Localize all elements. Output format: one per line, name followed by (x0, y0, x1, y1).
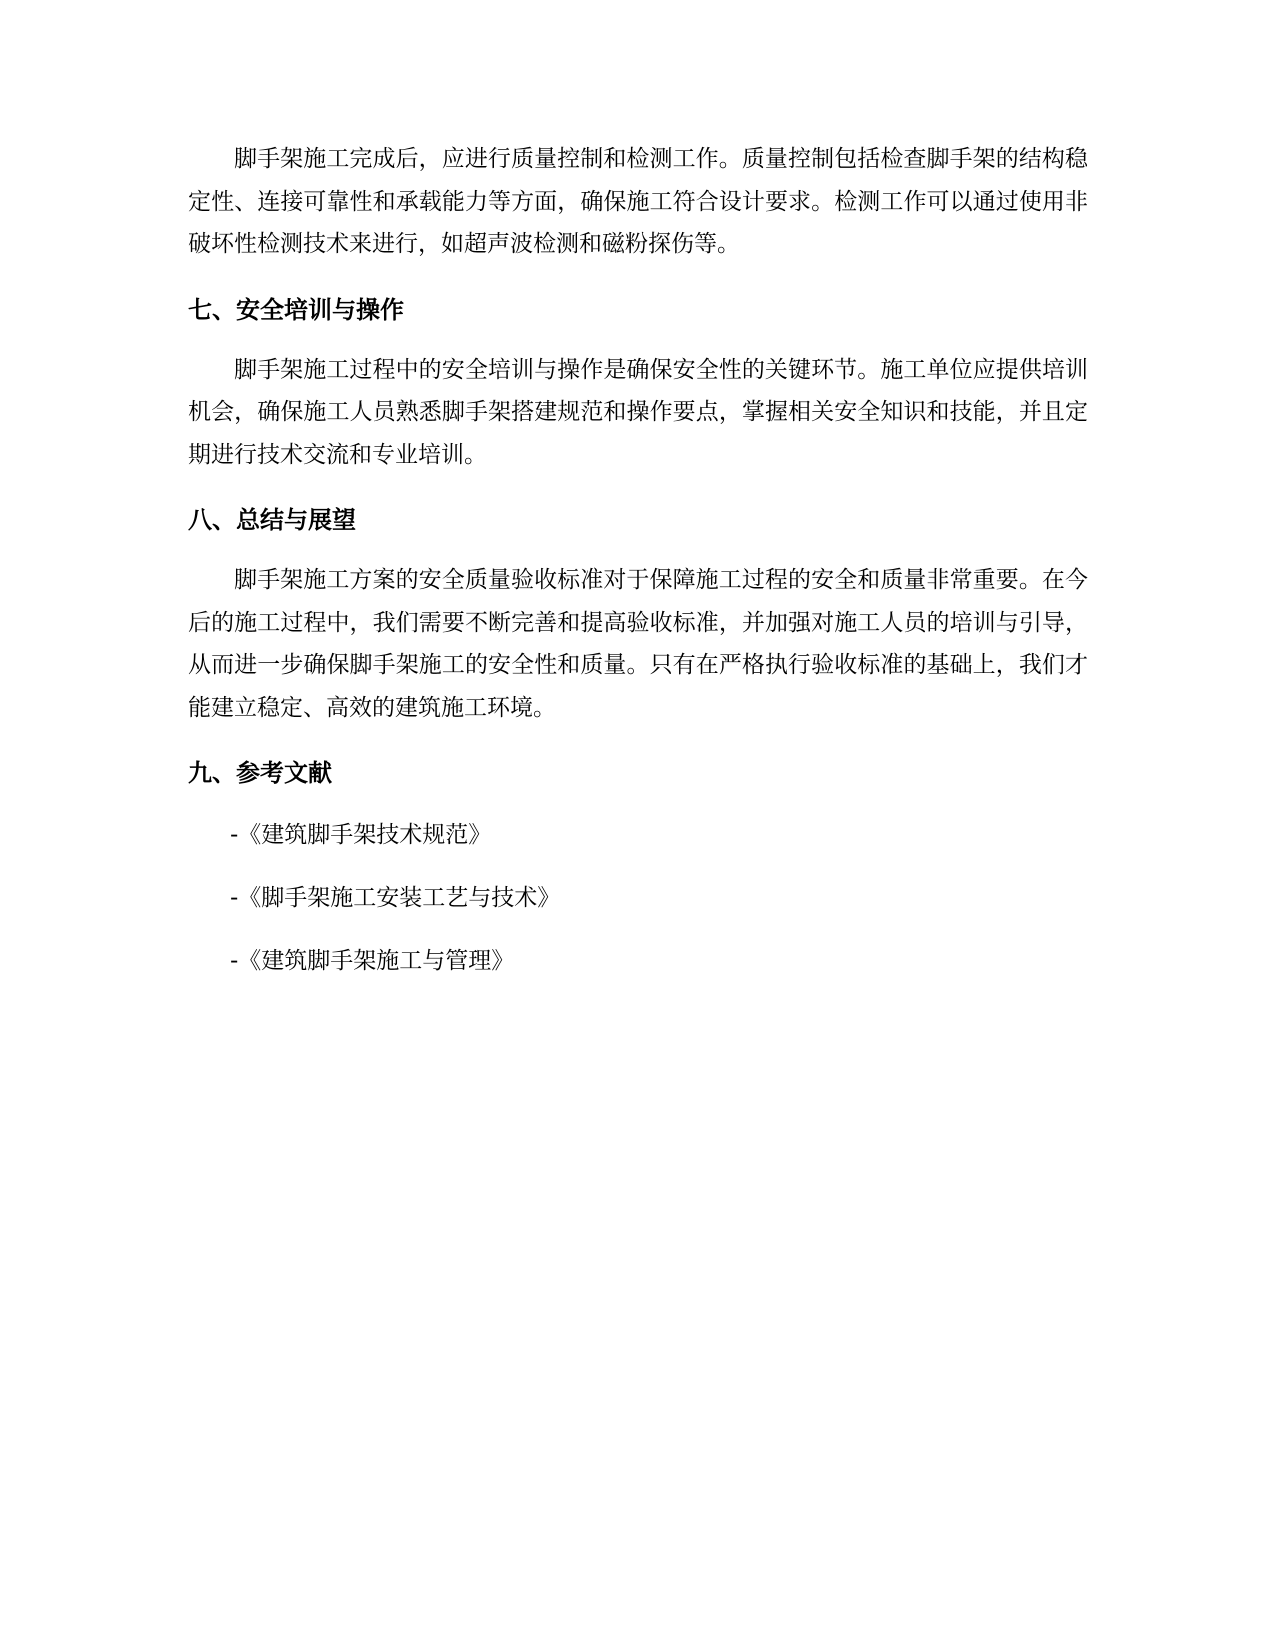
section-8-paragraph: 脚手架施工方案的安全质量验收标准对于保障施工过程的安全和质量非常重要。在今后的施工过程中，我们需要不断完善和提高验收标准，并加强对施工人员的培训与引导，从而进一步确保脚手架施工的安全性和质量。只有在严格执行验收标准的基础上，我们才能建立稳定、高效的建筑施工环境。 (188, 567, 1088, 721)
section-8-heading: 八、总结与展望 (188, 506, 356, 534)
quality-control-paragraph: 脚手架施工完成后，应进行质量控制和检测工作。质量控制包括检查脚手架的结构稳定性、连接可靠性和承载能力等方面，确保施工符合设计要求。检测工作可以通过使用非破坏性检测技术来进行，如超声波检测和磁粉探伤等。 (188, 146, 1088, 257)
section-9-heading: 九、参考文献 (188, 759, 332, 787)
reference-item: -《脚手架施工安装工艺与技术》 (230, 885, 561, 911)
reference-item: -《建筑脚手架施工与管理》 (230, 948, 515, 974)
reference-list (188, 817, 1088, 979)
document-page (188, 138, 1088, 979)
reference-item: -《建筑脚手架技术规范》 (230, 822, 492, 848)
section-7-heading: 七、安全培训与操作 (188, 295, 404, 324)
section-7-paragraph: 脚手架施工过程中的安全培训与操作是确保安全性的关键环节。施工单位应提供培训机会，确保施工人员熟悉脚手架搭建规范和操作要点，掌握相关安全知识和技能，并且定期进行技术交流和专业培训。 (188, 356, 1088, 468)
